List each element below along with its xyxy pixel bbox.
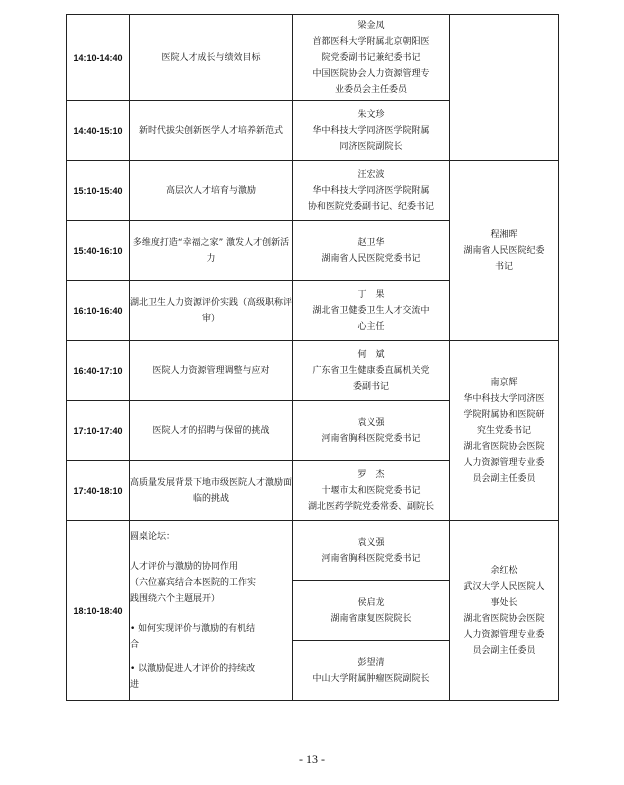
roundtable-topic-cell xyxy=(130,521,293,701)
speaker-name: 汪宏波 xyxy=(357,169,385,180)
speaker-cell xyxy=(293,581,450,641)
time-cell: 16:10-16:40 xyxy=(67,281,130,341)
time-cell: 15:10-15:40 xyxy=(67,161,130,221)
speaker-title: 华中科技大学同济医学院附属 xyxy=(312,185,430,196)
host-title: 人力资源管理专业委 xyxy=(463,457,545,468)
host-name: 南京辉 xyxy=(490,377,518,388)
host-title: 员会副主任委员 xyxy=(472,473,536,484)
table-row xyxy=(67,161,559,221)
speaker-title: 协和医院党委副书记、纪委书记 xyxy=(307,201,434,212)
roundtable-note: 践围绕六个主题展开） xyxy=(130,594,221,604)
speaker-title: 中山大学附属肿瘤医院副院长 xyxy=(312,673,430,684)
speaker-cell xyxy=(293,401,450,461)
speaker-title: 院党委副书记兼纪委书记 xyxy=(321,52,421,63)
speaker-name: 袁义强 xyxy=(357,537,385,548)
speaker-cell xyxy=(293,281,450,341)
speaker-title: 河南省胸科医院党委书记 xyxy=(321,553,421,564)
roundtable-theme: 人才评价与激励的协同作用 xyxy=(130,562,239,572)
host-cell xyxy=(450,341,559,521)
topic-cell: 新时代拔尖创新医学人才培养新范式 xyxy=(130,101,293,161)
speaker-title: 业委员会主任委员 xyxy=(334,84,407,95)
topic-cell: 医院人力资源管理调整与应对 xyxy=(130,341,293,401)
host-cell xyxy=(450,521,559,701)
speaker-name: 罗 杰 xyxy=(357,469,385,480)
host-title: 武汉大学人民医院人 xyxy=(463,581,545,592)
host-cell xyxy=(450,15,559,161)
speaker-title: 湖北医药学院党委常委、副院长 xyxy=(307,501,434,512)
topic-cell: 医院人才成长与绩效目标 xyxy=(130,15,293,101)
table-row xyxy=(67,341,559,401)
time-cell: 17:10-17:40 xyxy=(67,401,130,461)
roundtable-bullet: 进 xyxy=(130,680,140,690)
speaker-name: 梁金凤 xyxy=(357,20,385,31)
host-title: 湖南省人民医院纪委 xyxy=(463,245,545,256)
page-number: - 13 - xyxy=(299,752,325,766)
time-cell: 17:40-18:10 xyxy=(67,461,130,521)
host-name: 程湘晖 xyxy=(490,229,518,240)
speaker-title: 十堰市太和医院党委书记 xyxy=(321,485,421,496)
time-cell: 18:10-18:40 xyxy=(67,521,130,701)
roundtable-bullet: 合 xyxy=(130,640,140,650)
host-title: 书记 xyxy=(494,261,513,272)
speaker-name: 赵卫华 xyxy=(357,237,385,248)
speaker-title: 首都医科大学附属北京朝阳医 xyxy=(312,36,430,47)
speaker-title: 湖南省人民医院党委书记 xyxy=(321,253,421,264)
time-cell: 14:10-14:40 xyxy=(67,15,130,101)
speaker-title: 湖南省康复医院院长 xyxy=(330,613,412,624)
time-cell: 15:40-16:10 xyxy=(67,221,130,281)
host-title: 究生党委书记 xyxy=(476,425,531,436)
host-title: 湖北省医院协会医院 xyxy=(463,613,545,624)
speaker-cell xyxy=(293,161,450,221)
topic-cell: 高层次人才培育与激励 xyxy=(130,161,293,221)
speaker-title: 河南省胸科医院党委书记 xyxy=(321,433,421,444)
topic-cell: 医院人才的招聘与保留的挑战 xyxy=(130,401,293,461)
time-cell: 14:40-15:10 xyxy=(67,101,130,161)
host-title: 人力资源管理专业委 xyxy=(463,629,545,640)
speaker-name: 何 斌 xyxy=(357,349,385,360)
speaker-cell xyxy=(293,15,450,101)
speaker-cell xyxy=(293,221,450,281)
speaker-cell xyxy=(293,461,450,521)
roundtable-bullet: • 如何实现评价与激励的有机结 xyxy=(130,624,256,634)
speaker-title: 湖北省卫健委卫生人才交流中 xyxy=(312,305,430,316)
host-cell xyxy=(450,161,559,341)
host-title: 湖北省医院协会医院 xyxy=(463,441,545,452)
host-name: 余红松 xyxy=(490,565,518,576)
roundtable-bullet: • 以激励促进人才评价的持续改 xyxy=(130,664,256,674)
time-cell: 16:40-17:10 xyxy=(67,341,130,401)
host-title: 员会副主任委员 xyxy=(472,645,536,656)
speaker-title: 委副书记 xyxy=(352,381,389,392)
speaker-title: 中国医院协会人力资源管理专 xyxy=(312,68,430,79)
speaker-cell xyxy=(293,641,450,701)
host-title: 学院附属协和医院研 xyxy=(463,409,545,420)
topic-cell: 高质量发展背景下地市级医院人才激励面临的挑战 xyxy=(130,461,293,521)
speaker-title: 广东省卫生健康委直属机关党 xyxy=(312,365,430,376)
speaker-cell xyxy=(293,341,450,401)
roundtable-note: （六位嘉宾结合本医院的工作实 xyxy=(130,578,257,588)
speaker-name: 袁义强 xyxy=(357,417,385,428)
table-row xyxy=(67,15,559,101)
speaker-name: 彭望清 xyxy=(357,657,385,668)
agenda-table xyxy=(66,14,559,701)
table-row xyxy=(67,521,559,581)
speaker-cell xyxy=(293,101,450,161)
host-title: 华中科技大学同济医 xyxy=(463,393,545,404)
speaker-name: 侯启龙 xyxy=(357,597,385,608)
speaker-name: 朱文珍 xyxy=(357,109,385,120)
speaker-title: 心主任 xyxy=(357,321,385,332)
topic-cell: 湖北卫生人力资源评价实践（高级职称评审） xyxy=(130,281,293,341)
speaker-title: 同济医院副院长 xyxy=(339,141,403,152)
topic-cell: 多维度打造“幸福之家” 激发人才创新活力 xyxy=(130,221,293,281)
host-title: 事处长 xyxy=(490,597,518,608)
speaker-cell xyxy=(293,521,450,581)
speaker-name: 丁 果 xyxy=(357,289,385,300)
roundtable-heading: 圆桌论坛： xyxy=(130,532,176,542)
speaker-title: 华中科技大学同济医学院附属 xyxy=(312,125,430,136)
